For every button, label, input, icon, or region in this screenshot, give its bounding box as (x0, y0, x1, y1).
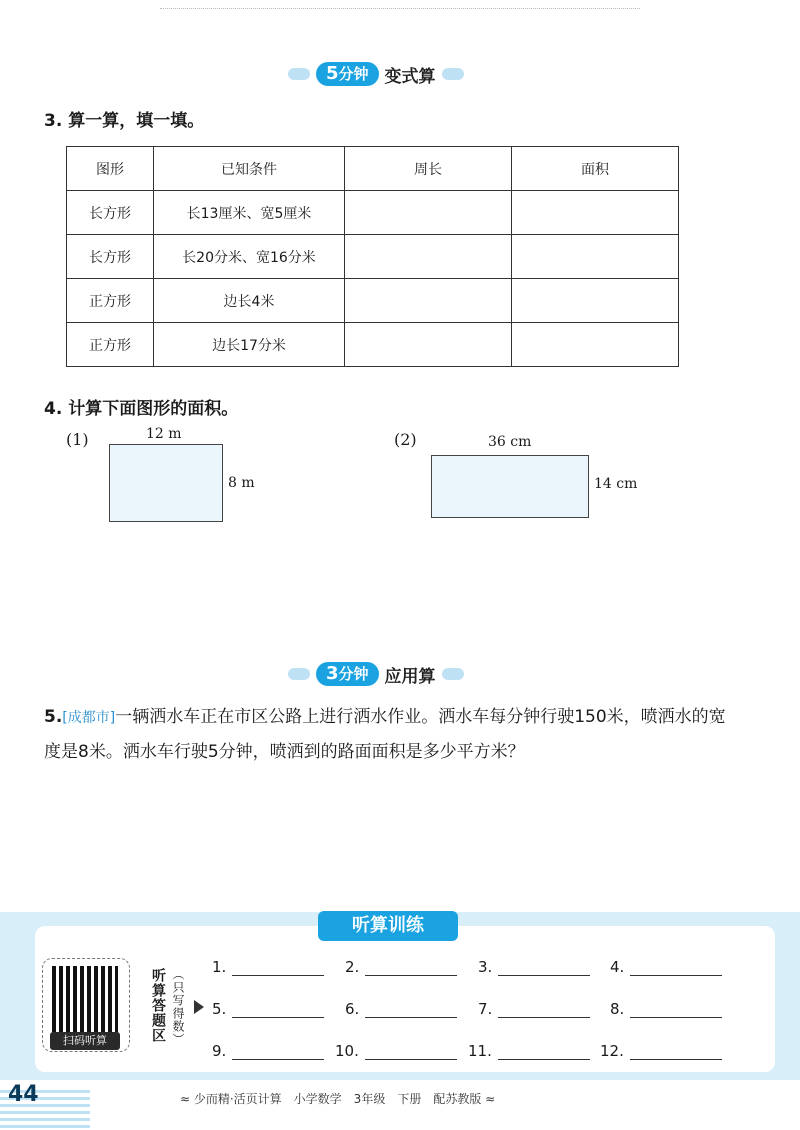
answer-blank-2[interactable] (345, 958, 457, 976)
table-header-row (67, 147, 679, 191)
figure-1-height-label: 8 m (228, 475, 255, 491)
table-row (67, 279, 679, 323)
area-answer-cell[interactable] (512, 323, 679, 367)
header-cell: 面积 (512, 147, 679, 191)
answer-line[interactable] (498, 1003, 590, 1018)
answer-line[interactable] (630, 1003, 722, 1018)
answer-number: 3. (478, 958, 493, 976)
answer-blank-5[interactable] (212, 1000, 324, 1018)
answer-number: 11. (468, 1042, 492, 1060)
answer-zone-label: 听算答题区 (150, 968, 166, 1043)
answer-blank-8[interactable] (610, 1000, 722, 1018)
source-tag: [成都市] (62, 710, 116, 726)
answer-blank-6[interactable] (345, 1000, 457, 1018)
answer-line[interactable] (365, 1045, 457, 1060)
question-5 (44, 700, 734, 769)
header-cell: 周长 (345, 147, 512, 191)
answer-number: 9. (212, 1042, 227, 1060)
time-badge (316, 662, 379, 686)
perimeter-answer-cell[interactable] (345, 279, 512, 323)
answer-zone-note: （只写得数） (171, 968, 185, 1046)
figure-2-label: (2) (394, 430, 417, 449)
answer-number: 4. (610, 958, 625, 976)
answer-number: 10. (335, 1042, 359, 1060)
answer-blank-10[interactable] (335, 1042, 457, 1060)
header-cell: 图形 (67, 147, 154, 191)
qr-code-icon[interactable] (52, 966, 118, 1032)
figure-1-label: (1) (66, 430, 89, 449)
footer-text: ≈ 少而精·活页计算 小学数学 3年级 下册 配苏教版 ≈ (180, 1092, 496, 1106)
section-banner-2 (288, 662, 464, 686)
answer-number: 6. (345, 1000, 360, 1018)
badge-unit: 分钟 (338, 65, 369, 83)
answer-number: 8. (610, 1000, 625, 1018)
section-banner-1 (288, 62, 464, 86)
top-divider (160, 8, 640, 9)
answer-blank-12[interactable] (600, 1042, 722, 1060)
header-cell: 已知条件 (154, 147, 345, 191)
answer-blank-7[interactable] (478, 1000, 590, 1018)
shape-cell: 长方形 (67, 191, 154, 235)
badge-minutes: 5 (326, 63, 339, 84)
perimeter-answer-cell[interactable] (345, 191, 512, 235)
figure-2-height-label: 14 cm (594, 476, 638, 492)
answer-number: 5. (212, 1000, 227, 1018)
answer-line[interactable] (232, 1045, 324, 1060)
badge-minutes: 3 (326, 663, 339, 684)
q3-table (66, 146, 679, 367)
answer-number: 2. (345, 958, 360, 976)
page-number: 44 (8, 1082, 39, 1107)
question-5-number: 5. (44, 707, 63, 727)
condition-cell: 边长17分米 (154, 323, 345, 367)
shape-cell: 长方形 (67, 235, 154, 279)
table-row (67, 323, 679, 367)
banner-bar-left (288, 668, 310, 680)
area-answer-cell[interactable] (512, 235, 679, 279)
answer-line[interactable] (232, 961, 324, 976)
figure-1-width-label: 12 m (146, 426, 182, 442)
answer-line[interactable] (365, 961, 457, 976)
listening-title: 听算训练 (318, 911, 458, 941)
section-title: 变式算 (384, 66, 436, 87)
table-row (67, 191, 679, 235)
figure-2-width-label: 36 cm (488, 434, 532, 450)
table-row (67, 235, 679, 279)
answer-number: 12. (600, 1042, 624, 1060)
perimeter-answer-cell[interactable] (345, 323, 512, 367)
badge-unit: 分钟 (338, 665, 369, 683)
answer-line[interactable] (630, 1045, 722, 1060)
perimeter-answer-cell[interactable] (345, 235, 512, 279)
area-answer-cell[interactable] (512, 279, 679, 323)
answer-line[interactable] (630, 961, 722, 976)
area-answer-cell[interactable] (512, 191, 679, 235)
answer-blank-1[interactable] (212, 958, 324, 976)
question-5-text: 一辆洒水车正在市区公路上进行洒水作业。洒水车每分钟行驶150米，喷洒水的宽度是8米。洒水车行驶5分钟，喷洒到的路面面积是多少平方米？ (44, 707, 726, 762)
answer-line[interactable] (498, 961, 590, 976)
answer-blank-11[interactable] (468, 1042, 590, 1060)
shape-cell: 正方形 (67, 279, 154, 323)
condition-cell: 长20分米、宽16分米 (154, 235, 345, 279)
answer-line[interactable] (232, 1003, 324, 1018)
figure-1-rectangle (109, 444, 223, 522)
time-badge (316, 62, 379, 86)
banner-bar-right (442, 68, 464, 80)
answer-blank-3[interactable] (478, 958, 590, 976)
figure-2-rectangle (431, 455, 589, 518)
answer-blank-4[interactable] (610, 958, 722, 976)
shape-cell: 正方形 (67, 323, 154, 367)
condition-cell: 长13厘米、宽5厘米 (154, 191, 345, 235)
question-3-title: 3. 算一算，填一填。 (44, 111, 205, 131)
section-title: 应用算 (384, 666, 436, 687)
answer-number: 1. (212, 958, 227, 976)
scan-label: 扫码听算 (50, 1032, 120, 1050)
answer-line[interactable] (498, 1045, 590, 1060)
condition-cell: 边长4米 (154, 279, 345, 323)
answer-number: 7. (478, 1000, 493, 1018)
answer-blank-9[interactable] (212, 1042, 324, 1060)
banner-bar-left (288, 68, 310, 80)
banner-bar-right (442, 668, 464, 680)
answer-line[interactable] (365, 1003, 457, 1018)
arrow-right-icon (194, 1000, 204, 1014)
question-4-title: 4. 计算下面图形的面积。 (44, 399, 239, 419)
